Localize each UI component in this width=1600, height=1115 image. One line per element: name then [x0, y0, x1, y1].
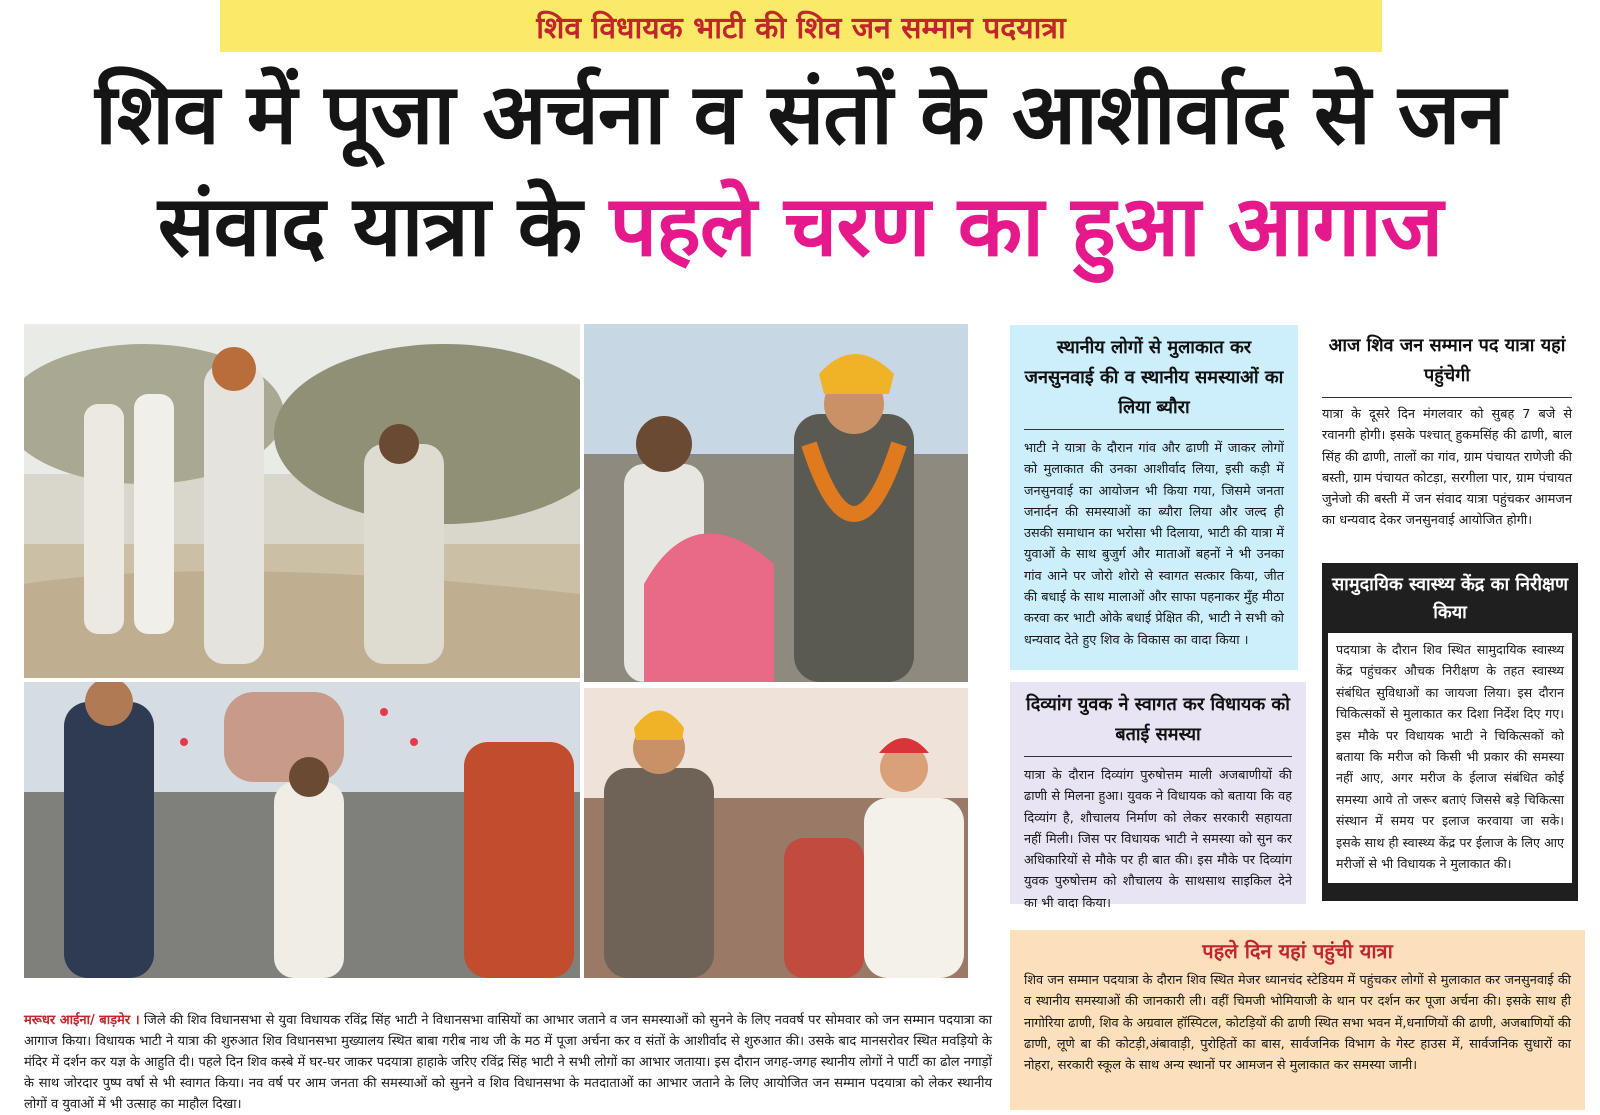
story-dateline: मरूधर आईना/ बाड़मेर । — [24, 1013, 140, 1028]
box-today-route — [1312, 325, 1582, 565]
box-local-heading: स्थानीय लोगों से मुलाकात कर जनसुनवाई की व स्थानीय समस्याओं का लिया ब्यौरा — [1024, 333, 1284, 430]
photo-garland-welcome — [584, 324, 968, 682]
photo-desert-greeting — [24, 324, 580, 678]
headline-line-2-pink: पहले चरण का हुआ आगाज — [609, 177, 1443, 275]
box-local-body: भाटी ने यात्रा के दौरान गांव और ढाणी में जाकर लोगों को मुलाकात की उनका आशीर्वाद लिया, इसी कड़ी में जनसुनवाई का आयोजन भी किया गया, जिसमे जनता जनार्दन की समस्याओं का ब्यौरा लिया और जल्द ही उसकी समाधान का भरोसा भी दिलाया, भाटी की यात्रा में युवाओं के साथ बुजुर्ग और माताओं बहनों ने भी उनका गांव आने पर जोरो शोरो से स्वागत सत्कार किया, जीत की बधाई के साथ मालाओं और साफा पहनाकर मुँह मीठा करवा कर भाटी ओके बधाई प्रेक्षित की, भाटी ने सभी को धन्यवाद देते हुए शिव के विकास का वादा किया । — [1024, 441, 1284, 648]
headline-line-2-black: संवाद यात्रा के — [157, 177, 582, 275]
story-body: जिले की शिव विधानसभा से युवा विधायक रविंद्र सिंह भाटी ने विधानसभा वासियों का आभार जताने व जन समस्याओं को सुनने के लिए नववर्ष पर सोमवार को जन सम्मान पदयात्रा का आगाज किया। विधायक भाटी ने यात्रा की शुरुआत शिव विधानसभा मुख्यालय स्थित बाबा गरीब नाथ जी के मठ में पूजा अर्चना कर व संतों के आशीर्वाद से शुरुआत की। उसके बाद मानसरोवर स्थित मवड़ियो के मंदिर में दर्शन कर यज्ञ के आहुति दी। पहले दिन शिव कस्बे में घर-घर जाकर पदयात्रा हाहाके जरिए रविंद्र सिंह भाटी ने सभी लोगों का आभार जताया। इस दौरान जगह-जगह स्थानीय लोगों ने पार्टी का ढोल नगाड़ों के साथ जोरदार पुष्प वर्षा से भी स्वागत किया। नव वर्ष पर आम जनता की समस्याओं को सुनने व शिव विधानसभा के मतदाताओं का आभार जताने के लिए आयोजित जन सम्मान पदयात्रा को लेकर स्थानीय लोगों व युवाओं में भी उत्साह का माहौल दिखा। — [24, 1013, 992, 1112]
box-health-body: पदयात्रा के दौरान शिव स्थित सामुदायिक स्वास्थ्य केंद्र पहुंचकर औचक निरीक्षण के तहत स्वास्थ्य संबंधित सुविधाओं का जायजा लिया। इस दौरान चिकित्सकों से मुलाकात कर दिशा निर्देश दिए गए। इस मौके पर विधायक भाटी ने चिकित्सकों को बताया कि मरीज को किसी भी प्रकार की समस्या नहीं आए, अगर मरीज के ईलाज संबंधित कोई समस्या आये तो जरूर बताएं जिससे बड़े चिकित्सा संस्थान में समय पर इलाज करवाया जा सके। इसके साथ ही स्वास्थ्य केंद्र पर ईलाज के लिए आए मरीजों से भी विधायक ने मुलाकात की। — [1328, 633, 1572, 883]
headline — [20, 58, 1580, 282]
kicker-banner: शिव विधायक भाटी की शिव जन सम्मान पदयात्रा — [220, 0, 1382, 52]
headline-line-2 — [20, 170, 1580, 282]
main-story — [24, 1010, 992, 1115]
box-divyang-body: यात्रा के दौरान दिव्यांग पुरुषोत्तम माली अजबाणीयों की ढाणी से मिलना हुआ। युवक ने विधायक को बताया कि वह दिव्यांग है, शौचालय निर्माण को लेकर सरकारी सहायता नहीं मिली। जिस पर विधायक भाटी ने समस्या को सुन कर अधिकारियों से मौके पर ही बात की। इस मौके पर दिव्यांग युवक पुरुषोत्तम को शौचालय के साथ‌‌साथ साइकिल देने का भी वादा किया। — [1024, 768, 1292, 911]
box-day1-route — [1010, 930, 1585, 1110]
box-local-hearing — [1010, 325, 1298, 670]
box-today-body: यात्रा के दूसरे दिन मंगलवार को सुबह 7 बजे से रवानगी होगी। इसके पश्चात् हुकमसिंह की ढाणी, बाल सिंह की ढाणी, तालों का गांव, ग्राम पंचायत राणेजी की बस्ती, ग्राम पंचायत कोटड़ा, सरगीला पार, ग्राम पंचायत जुनेजो की बस्ती में जन संवाद यात्रा पहुंचकर आमजन का धन्यवाद देकर जनसुनवाई आयोजित होगी। — [1322, 407, 1572, 529]
box-health-heading: सामुदायिक स्वास्थ्य केंद्र का निरीक्षण किया — [1332, 574, 1568, 623]
headline-line-1: शिव में पूजा अर्चना व संतों के आशीर्वाद से जन — [95, 65, 1505, 163]
box-today-heading: आज शिव जन सम्मान पद यात्रा यहां पहुंचेगी — [1322, 331, 1572, 398]
box-health-inspection — [1322, 563, 1578, 901]
box-divyang-heading: दिव्यांग युवक ने स्वागत कर विधायक को बताई समस्या — [1024, 690, 1292, 757]
photo-crowd-flowers — [24, 682, 580, 978]
box-day1-body: शिव जन सम्मान पदयात्रा के दौरान शिव स्थित मेजर ध्यानचंद स्टेडियम में पहुंचकर लोगों से मुलाकात कर जनसुनवाई की व स्थानीय समस्याओं की जानकारी ली। वहीं चिमजी भोमियाजी के थान पर दर्शन कर पूजा अर्चना की। इसके साथ ही नागोरिया ढाणी, शिव के अग्रवाल हॉस्पिटल, कोटड़ियों की ढाणी स्थित सभा भवन में,धनाणियों की ढाणी, अजबाणियों की ढाणी, लूणे बा की कोटड़ी,अंबावाड़ी, पुरोहितों का बास, सार्वजनिक विभाग के गेस्ट हाउस में, सार्वजनिक सुधारों का नोहरा, सरकारी स्कूल के साथ अन्य स्थानों पर आमजन से मुलाकात कर समस्या जानी। — [1024, 973, 1571, 1074]
box-day1-heading: पहले दिन यहां पहुंची यात्रा — [1202, 939, 1393, 963]
photo-elder-sweets — [584, 688, 968, 978]
box-divyang — [1010, 682, 1306, 911]
